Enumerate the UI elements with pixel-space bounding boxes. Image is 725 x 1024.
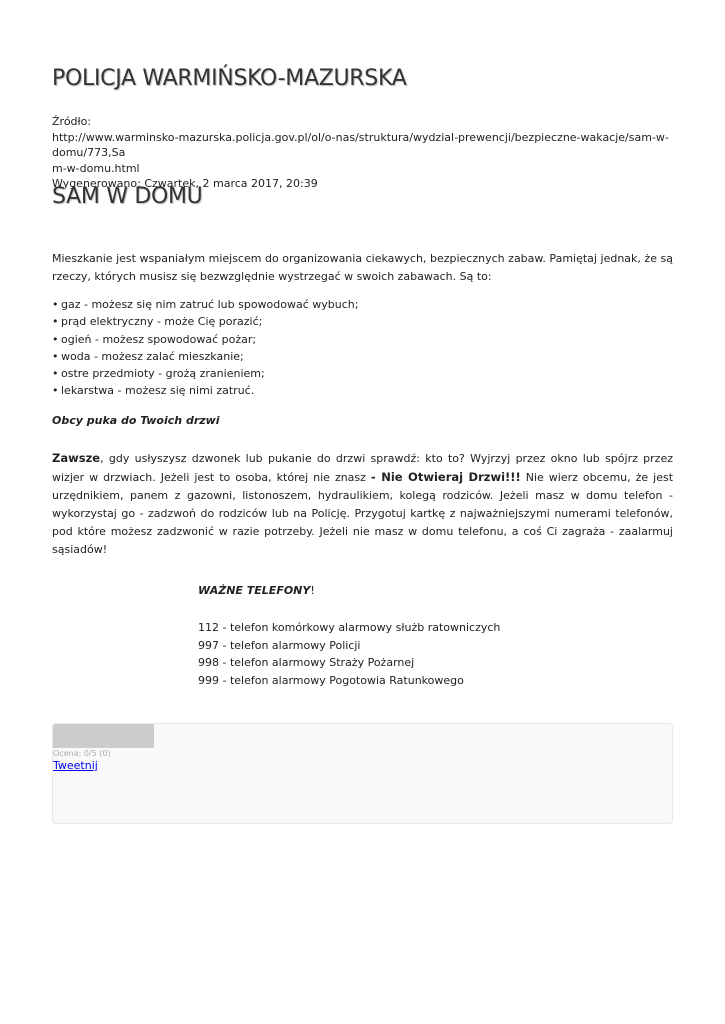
phones-heading <box>198 584 315 597</box>
stranger-heading: Obcy puka do Twoich drzwi <box>52 414 220 427</box>
list-item: • ostre przedmioty - grożą zranieniem; <box>52 365 673 382</box>
stranger-paragraph <box>52 449 673 559</box>
site-title: POLICJA WARMIŃSKO-MAZURSKA <box>52 66 407 91</box>
article-title: SAM W DOMU <box>52 184 203 209</box>
list-item: • gaz - możesz się nim zatruć lub spowodować wybuch; <box>52 296 673 313</box>
list-item: 112 - telefon komórkowy alarmowy służb ratowniczych <box>198 621 501 634</box>
list-item: • ogień - możesz spowodować pożar; <box>52 331 673 348</box>
tweet-link[interactable]: Tweetnij <box>53 759 98 772</box>
source-label: Źródło: <box>52 115 92 128</box>
stranger-text-1: , gdy usłyszysz dzwonek lub pukanie do drzwi sprawdź: kto to? Wyjrzyj przez okno lub spójrz przez wizjer w drzwiach. Jeżeli jest to osoba, której nie znasz <box>52 452 673 484</box>
phones-list <box>198 619 500 689</box>
list-item: • prąd elektryczny - może Cię porazić; <box>52 313 673 330</box>
source-meta <box>52 114 673 192</box>
list-item: • woda - możesz zalać mieszkanie; <box>52 348 673 365</box>
stranger-lead: Zawsze <box>52 451 101 465</box>
phones-heading-label: WAŻNE TELEFONY <box>198 584 311 597</box>
rating-stars-bar[interactable] <box>53 724 154 748</box>
phones-heading-suffix: ! <box>310 584 315 597</box>
list-item: 998 - telefon alarmowy Straży Pożarnej <box>198 656 415 669</box>
list-item: 997 - telefon alarmowy Policji <box>198 638 361 652</box>
intro-paragraph: Mieszkanie jest wspaniałym miejscem do organizowania ciekawych, bezpiecznych zabaw. Pamiętaj jednak, że są rzeczy, których musisz się bezwzględnie wystrzegać w swoich zabawach. Są to: <box>52 252 673 283</box>
stranger-warning: - Nie Otwieraj Drzwi!!! <box>370 470 521 484</box>
list-item: 999 - telefon alarmowy Pogotowia Ratunkowego <box>198 673 464 687</box>
rating-text: Ocena: 0/5 (0) <box>53 749 111 758</box>
source-url-line2: m-w-domu.html <box>52 161 140 175</box>
stranger-text-2: Nie wierz obcemu, że jest urzędnikiem, panem z gazowni, listonoszem, hydraulikiem, kolegą rodziców. Jeżeli masz w domu telefon - wykorzystaj go - zadzwoń do rodziców lub na Policję. Przygotuj kartkę z najważniejszymi numerami telefonów, pod które możesz zadzwonić w razie potrzeby. Jeżeli nie masz w domu telefonu, a coś Ci zagraża - zaalarmuj sąsiadów! <box>52 471 674 556</box>
list-item: • lekarstwa - możesz się nimi zatruć. <box>52 382 673 399</box>
generated-date: Wygenerowano: Czwartek, 2 marca 2017, 20:39 <box>52 177 318 190</box>
rating-box <box>52 723 673 824</box>
source-url-line1: http://www.warminsko-mazurska.policja.gov.pl/ol/o-nas/struktura/wydzial-prewencji/bezpieczne-wakacje/sam-w-domu/773,Sa <box>52 130 669 159</box>
hazard-list <box>52 296 673 400</box>
